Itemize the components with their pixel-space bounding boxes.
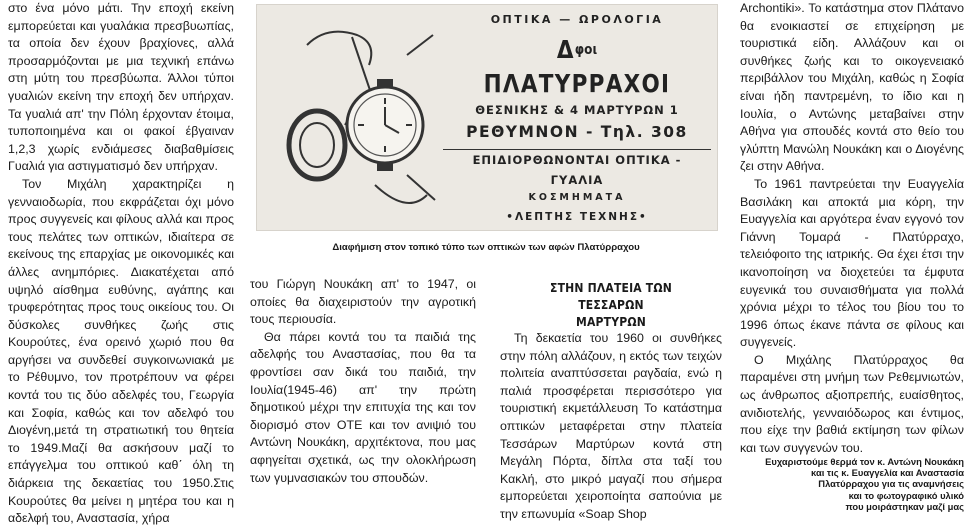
paragraph	[740, 0, 964, 176]
text-line: σαν δικά του παιδιά, την Ιουλία(1945-46)	[250, 364, 477, 397]
text-line: λη, καθώς η Σοφία είναι ήδη παντρεμένη,	[740, 71, 964, 103]
advertisement-image	[256, 4, 718, 231]
text-line: στη μνήμη των Ρεθεμνιωτών, ως άνθρω	[740, 370, 964, 403]
text-line: 1950.Στις Κουρούτες θα μείνει η μητέρα	[8, 476, 234, 508]
text-line: Πλατύρραχου για τις αναμνήσεις	[818, 478, 964, 490]
text-line: γενναιόδωρος και έντιμος, που είχε την	[740, 405, 964, 438]
paragraph	[740, 352, 964, 458]
text-line: αίσθημα ευθύνης, αγάπης και τρυφερό	[8, 282, 234, 315]
ad-shop-name: $\Delta^{\varphi o\iota}$ ΠΛΑΤΥΡΡΑΧΟΙ	[483, 35, 671, 98]
paragraph	[250, 329, 476, 487]
paragraph	[8, 0, 234, 176]
text-line: λες ανημπόριες. Διακατέχεται από υψηλό	[8, 264, 234, 297]
ad-line: ΚΟΣΜΗΜΑΤΑ	[528, 192, 626, 203]
text-line: συναισθήματα για πολλά χρόνια μέχρι το	[740, 282, 964, 315]
text-line: πος αξιοπρεπής, ευαίσθητος, ανιδιοτελής,	[740, 388, 964, 420]
text-line: θεί συγκοινωνιακά με το Ρέθυμνο, τον	[8, 352, 234, 385]
ad-text-block	[443, 11, 711, 226]
acknowledgements	[740, 456, 964, 512]
text-line: κά είδη. Αλλάζουν και οι συνθήκες ζωής	[740, 36, 964, 68]
text-line: και το φωτογραφικό υλικό	[848, 489, 964, 501]
image-caption: Διαφήμιση στον τοπικό τύπο των οπτικών των αφών Πλατύρραχου	[332, 242, 640, 253]
text-line: Archontiki». Το κατάστημα στον Πλάτανο	[740, 1, 964, 15]
text-line: τέκτονα, που μας αφηγείται σχετικά, ως	[250, 435, 476, 467]
text-line: σπουδών.	[372, 470, 429, 485]
text-line: νη Τομαρά - Πλατύρραχο, τελειόφοιτο	[740, 229, 964, 262]
text-line: προσφέρεται περισσότερο για τουριστική	[500, 383, 723, 416]
text-line: Τη δεκαετία του 1960 οι συνθήκες στην	[500, 331, 722, 363]
text-line: καθ΄ όλη τη διάρκεια της δεκαετίας του	[8, 458, 234, 491]
text-line: του γλύπτη Μανώλη Νουκάκη και ο Διο	[740, 124, 964, 156]
text-line: τύρων κοντά στη Μεγάλη Πόρτα, δίπλα	[500, 436, 723, 469]
text-line: ες θα διαχειριστούν την αγροτική τους	[250, 294, 476, 327]
text-line: πάντα σε φίλους και συγγενείς.	[740, 317, 964, 350]
text-line: που σήμερα εμπορεύεται χειροποίητα	[500, 471, 722, 504]
text-line: ασκήσουν μαζί το επάγγελμα του οπτικού	[8, 440, 234, 473]
text-line: τέλος του βίου του το 1996 όπως έκανε	[740, 300, 964, 332]
text-line: στρατιωτική του θητεία το 1949.Μαζί θα	[8, 423, 234, 455]
text-line: και τον αδελφό του Διογένη,μετά τη	[8, 405, 234, 438]
text-line: σαπούνια με την επωνυμία «Soap Shop	[500, 489, 722, 521]
text-line: του Γιώργη Νουκάκη απ' το 1947, οι οποί	[250, 277, 476, 309]
text-line: μύτη του πρεσβύωπα. Άλλοι τύποι γυαλ	[8, 71, 234, 103]
article-column-3	[500, 330, 722, 524]
text-line: λες συνθήκες ζωής στις Κουρούτες, ένα	[8, 317, 234, 350]
heading-line: ΣΤΗΝ ΠΛΑΤΕΙΑ ΤΩΝ ΤΕΣΣΑΡΩΝ	[550, 280, 672, 312]
text-line: Ο Μιχάλης Πλατύρραχος θα παραμένει	[740, 352, 964, 385]
text-line: τεία αναπτύσσεται ραγδαία, ενώ η παλιά	[500, 366, 722, 398]
text-line: τυποποιημένα και οι φακοί έβγαιναν 1,2,3	[8, 124, 234, 156]
text-line: στην Αθήνα για σπουδές κοντά στο θείο	[740, 106, 964, 139]
text-line: και το οικογενειακό περιβάλλον του Μιχά	[740, 53, 964, 86]
text-line: Τον Μιχάλη χαρακτηρίζει η γενναιο	[8, 176, 234, 209]
paragraph	[250, 276, 476, 329]
text-line: οποία δεν έχουν βραχίονες, αλλά προσ	[8, 36, 234, 68]
heading-line: ΜΑΡΤΥΡΩΝ	[576, 314, 646, 329]
section-heading	[516, 279, 707, 330]
text-line: περιουσία.	[277, 312, 337, 327]
text-line: στο ένα μόνο μάτι. Την εποχή εκείνη εμπο	[8, 1, 234, 33]
ad-line: ΘΕΣΝΙΚΗΣ & 4 ΜΑΡΤΥΡΩΝ 1	[475, 103, 679, 117]
text-line: το ίδιο και η Ιουλία, ο Αντώνης μεταβαίνει	[740, 88, 964, 121]
article-column-4	[740, 0, 964, 457]
ad-line: •ΛΕΠΤΗΣ ΤΕΧΝΗΣ•	[506, 211, 648, 223]
text-line: την ολοκλήρωση των γυμνασιακών του	[250, 452, 476, 485]
text-line: της ιατρικής. Θα έχει έτσι την ικανοποίη	[740, 247, 965, 279]
text-line: ταφέρεται στην πλατεία Τεσσάρων Μαρ	[500, 418, 722, 451]
text-line: ρεύεται και γυαλάκια πρεσβυωπίας, τα	[8, 18, 234, 51]
text-line: αρμόζονται με μια τεχνική επάνω στη	[8, 53, 234, 86]
text-line: τητας προς τους οικείους του. Οι δύσκο	[8, 300, 234, 332]
text-line: στα ταξί του Κακλή, στο μικρό μαγαζί	[500, 454, 722, 486]
text-line: ση να διοχετεύει τα έμφυτα ευγενικά του	[740, 264, 964, 297]
text-line: γυαλιά απ' την Πόλη έρχονταν έτοιμα,	[25, 106, 235, 121]
text-line: συγγενείς και φίλους αλλά και προς τους	[8, 212, 234, 244]
text-line: βαθιά εκτίμηση των φίλων και των συγ	[740, 423, 964, 455]
text-line: αδελφές του, Γεωργία και Σοφία, καθώς	[8, 388, 234, 420]
text-line: Θα πάρει κοντά του τα παιδιά της αδελ	[250, 329, 476, 362]
text-line: Ευχαριστούμε θερμά τον κ. Αντώνη Νουκάκη	[765, 456, 964, 467]
article-column-2	[250, 276, 476, 487]
text-line: εκμετάλλευση Το κατάστημα οπτικών με	[500, 401, 723, 433]
article-column-1	[8, 0, 234, 528]
text-line: τον ανιψιό του Αντώνη Νουκάκη, αρχι	[250, 417, 476, 450]
text-line: γελία και αργότερα έναν εγγονό τον Γιάν	[740, 212, 964, 244]
text-line: δωρία, που εκφράζεται όχι μόνο προς	[8, 194, 234, 227]
text-line: πόλη αλλάζουν, η εκτός των τειχών πολι	[500, 348, 722, 381]
text-line: Βασιλάκη και αποκτά μια κόρη, την Ευαγ	[740, 194, 964, 227]
text-line: Το 1961 παντρεύεται την Ευαγγελία	[754, 176, 964, 191]
paragraph	[8, 176, 234, 528]
text-line: γένης ζει στην Αθήνα.	[740, 141, 964, 174]
text-line: χωρίς ενδιάμεσες διαβαθμίσεις Γυαλιά για	[8, 141, 234, 174]
text-line: γενών του.	[804, 440, 864, 455]
text-line: ιών εκείνη την εποχή δεν υπήρχαν. Τα	[8, 88, 234, 121]
text-line: νους της επαρχίας με οικονομικές και άλ	[8, 247, 234, 279]
text-line: θα ενοικιαστεί σε επιχείρηση με τουριστι	[740, 18, 964, 51]
paragraph	[500, 330, 722, 524]
text-line: απ' την πρώτη δημοτικού μέχρι την επι	[250, 382, 476, 415]
text-line: και τις κ. Ευαγγελία και Αναστασία	[811, 467, 964, 479]
text-line: ορεινό χωριό που θα αργήσει να συνδε	[8, 335, 234, 367]
text-line: του και η αδελφή του, Αναστασία, χήρα	[8, 493, 235, 526]
paragraph	[740, 176, 964, 352]
text-line: προτρέπουν να φέρει κοντά του τις δύο	[8, 370, 234, 403]
ad-line: ΟΠΤΙΚΑ — ΩΡΟΛΟΓΙΑ	[490, 13, 664, 26]
text-line: που μοιράστηκαν μαζί μας	[845, 500, 964, 512]
text-line: τυχία της και τον διορισμό στον ΟΤΕ και	[250, 400, 476, 432]
text-line: φής του Αναστασίας, που θα τα φροντίσει	[250, 347, 476, 379]
ad-line: ΡΕΘΥΜΝΟΝ - Τηλ. 308	[466, 123, 688, 141]
text-line: αστιγματισμό δεν υπήρχαν.	[67, 159, 218, 174]
text-line: πελάτες των οπτικών, ιδιαίτερα σε εκεί	[8, 229, 234, 262]
ad-line: ΕΠΙΔΙΟΡΘΩΝΟΝΤΑΙ ΟΠΤΙΚΑ - ΓΥΑΛΙΑ	[443, 149, 711, 190]
